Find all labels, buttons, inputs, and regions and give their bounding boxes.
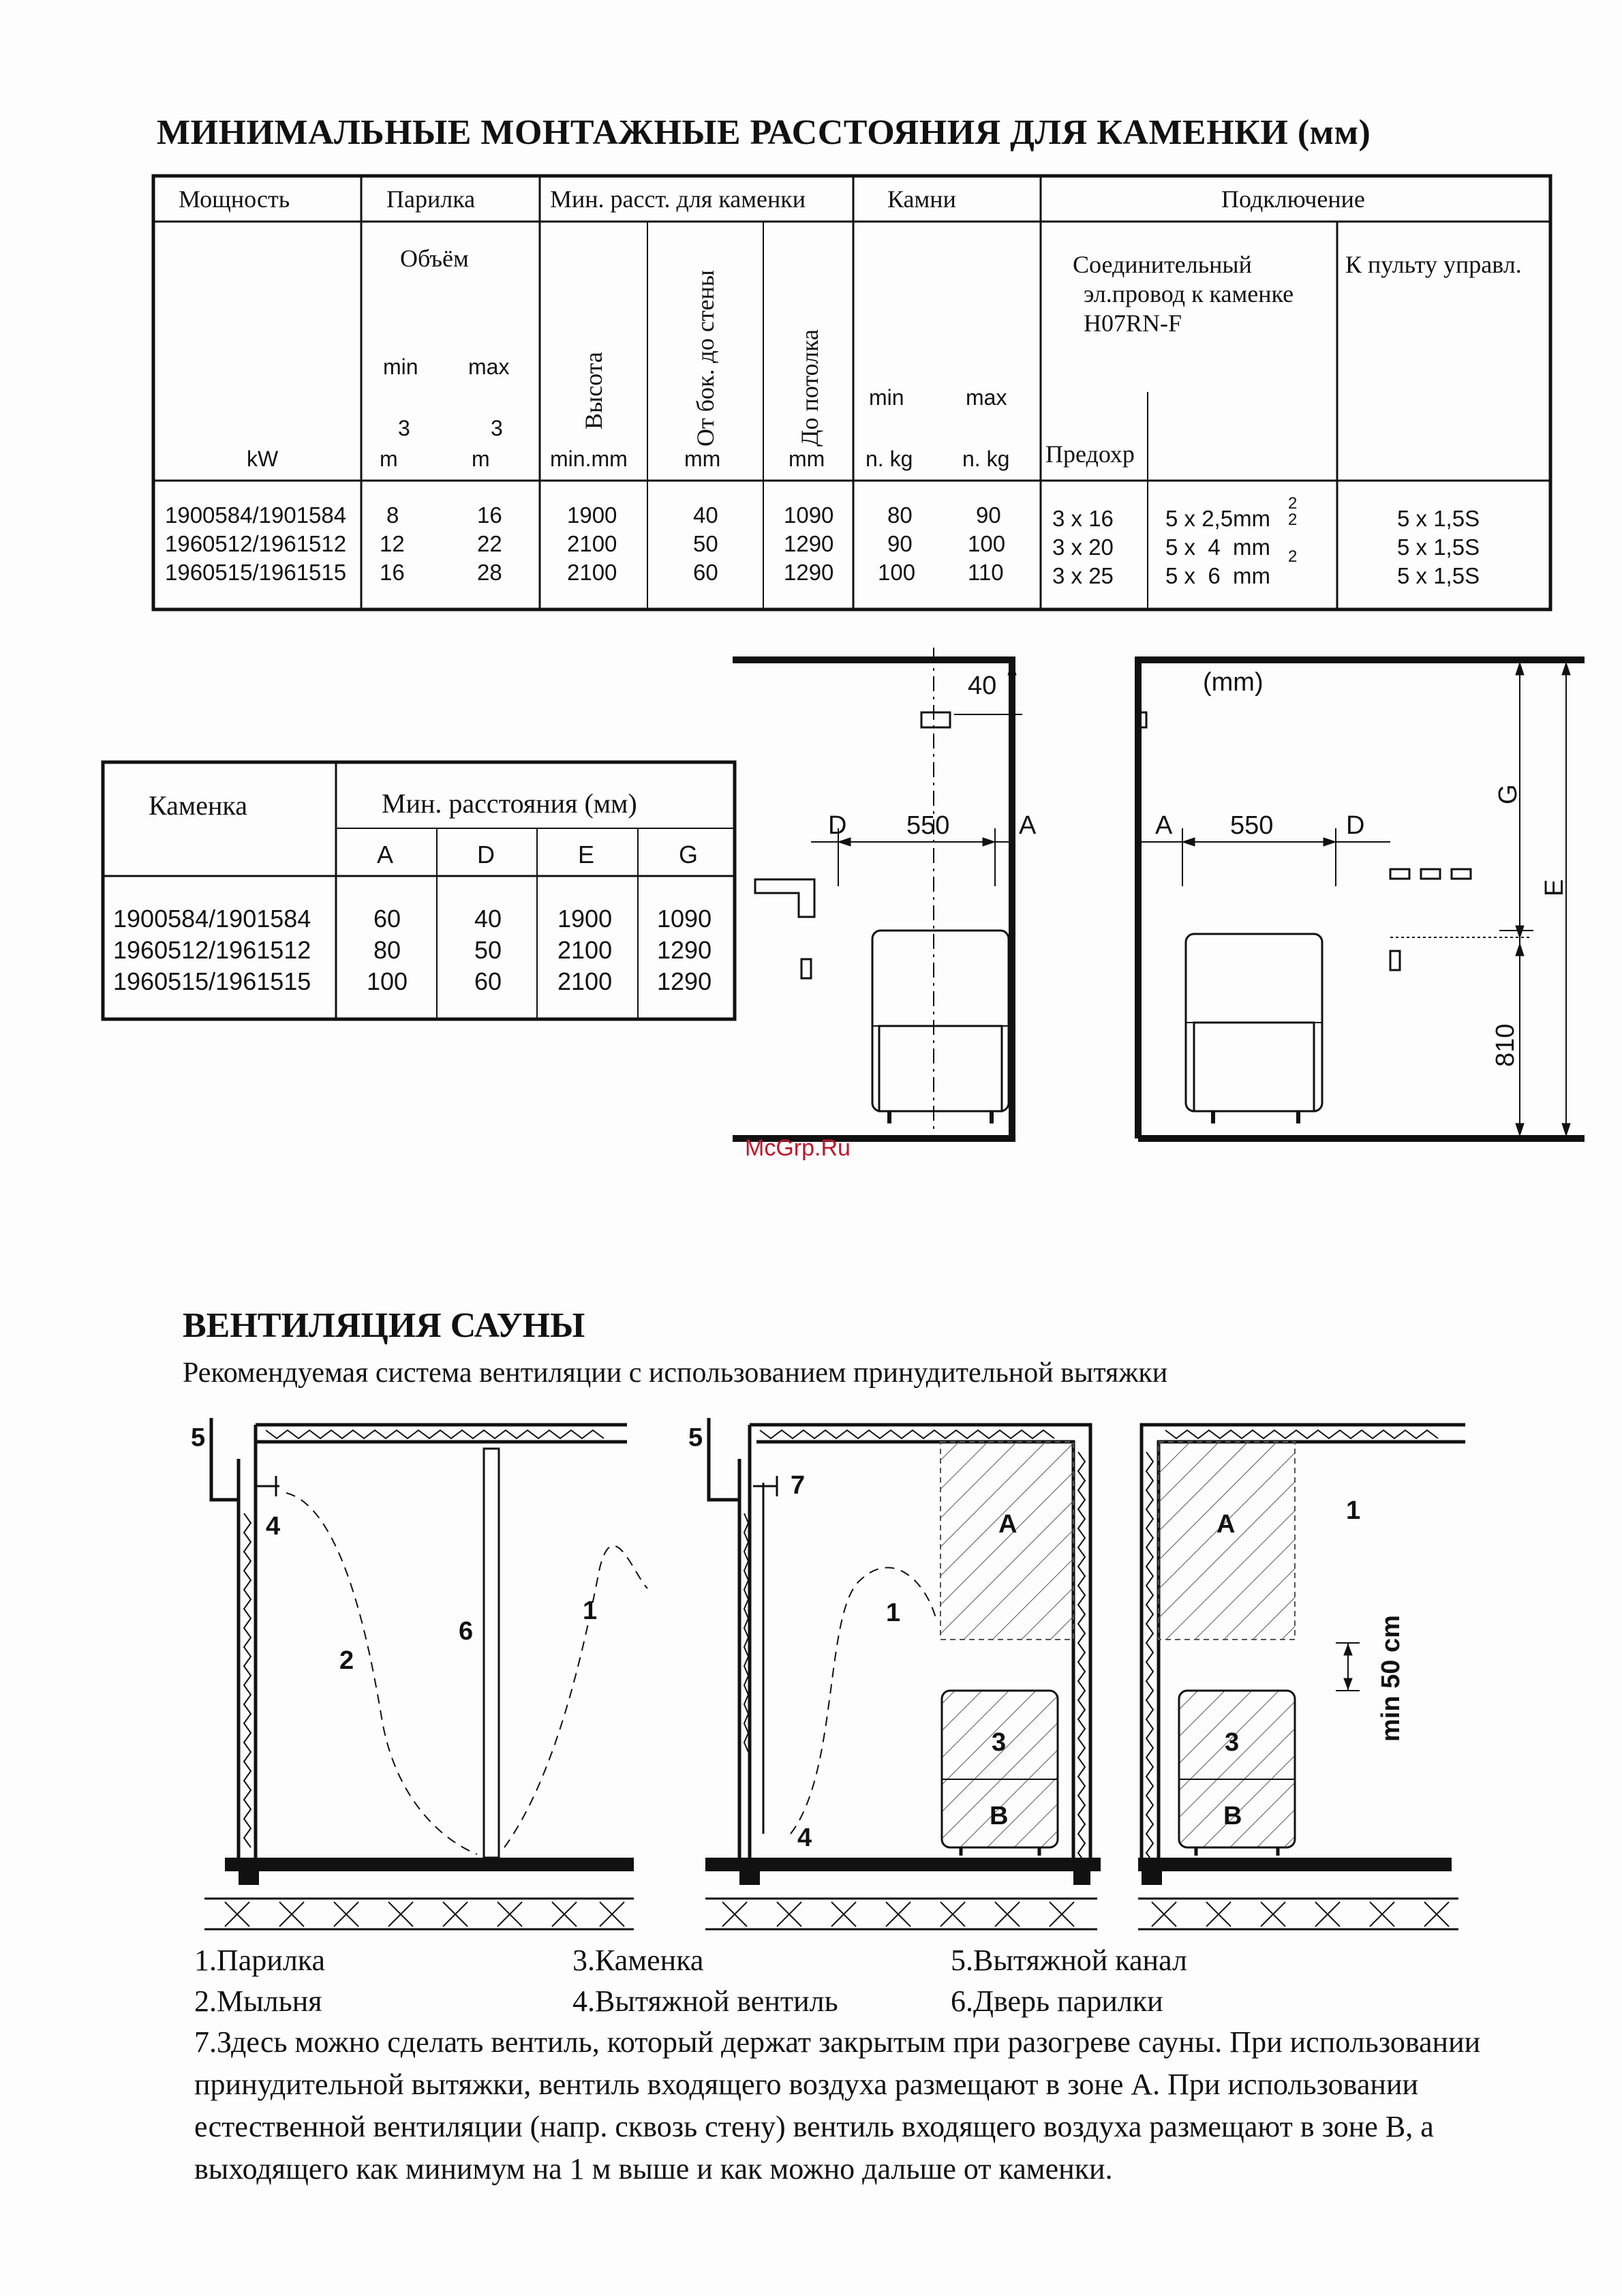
label-7-d2: 7 — [791, 1471, 806, 1500]
zone-a-d2: A — [998, 1510, 1017, 1539]
model-cell: 1960512/1961512 — [165, 531, 347, 556]
units-label: (mm) — [1203, 668, 1264, 697]
header-sup3-max: 3 — [491, 416, 503, 440]
dim-a-right-label: A — [1155, 811, 1173, 840]
header-cable-line2: эл.провод к каменке — [1084, 280, 1294, 307]
legend-item: 1.Парилка — [194, 1944, 326, 1977]
col-e: E — [578, 841, 595, 868]
unit-nkg-max: n. kg — [962, 447, 1010, 471]
page-title: МИНИМАЛЬНЫЕ МОНТАЖНЫЕ РАССТОЯНИЯ ДЛЯ КАМЕНКИ (мм) — [157, 113, 1371, 152]
fuse-cell: 3 x 25 — [1052, 563, 1114, 588]
side-cell: 60 — [693, 560, 718, 585]
legend-item: 2.Мыльня — [194, 1984, 322, 2018]
unit-minmm: min.mm — [550, 447, 628, 471]
legend-item: 4.Вытяжной вентиль — [572, 1984, 838, 2018]
label-1-d1: 1 — [583, 1597, 598, 1625]
table-row: 1900584/1901584 — [113, 905, 311, 933]
panel-cell: 5 x 1,5S — [1397, 534, 1480, 560]
fuse-cell: 3 x 20 — [1052, 534, 1114, 560]
d-cell: 60 — [474, 967, 502, 995]
d-cell: 40 — [474, 905, 502, 933]
ventilation-subtitle: Рекомендуемая система вентиляции с использованием принудительной вытяжки — [183, 1357, 1168, 1389]
header-volume: Объём — [400, 245, 469, 272]
e-cell: 2100 — [557, 967, 613, 995]
zone-b-d3: B — [1223, 1802, 1242, 1830]
d-cell: 50 — [474, 936, 502, 964]
dim-g-label: G — [1494, 784, 1522, 804]
header-sup3-min: 3 — [398, 416, 410, 440]
ventilation-title: ВЕНТИЛЯЦИЯ САУНЫ — [183, 1306, 585, 1345]
header-power: Мощность — [179, 185, 290, 213]
stones-min-cell: 80 — [887, 502, 913, 528]
panel-cell: 5 x 1,5S — [1397, 506, 1480, 531]
header-cable-line1: Соединительный — [1073, 251, 1252, 278]
heater-header: Каменка — [149, 790, 247, 821]
header-vol-min: min — [383, 354, 418, 379]
vol-max-cell: 28 — [477, 560, 502, 585]
header-stones-max: max — [966, 385, 1007, 410]
side-cell: 40 — [693, 502, 718, 528]
g-cell: 1290 — [657, 936, 712, 964]
stones-max-cell: 100 — [968, 531, 1006, 556]
label-1-d3: 1 — [1346, 1496, 1361, 1525]
dim-a-left-label: A — [1019, 811, 1037, 840]
dim-550-left-label: 550 — [906, 811, 950, 840]
header-to-ceiling: До потолка — [796, 329, 823, 447]
header-from-side-wall: От бок. до стены — [692, 270, 719, 447]
stones-max-cell: 110 — [968, 560, 1004, 585]
cable-cell: 5 x 6 mm — [1165, 563, 1271, 588]
dim-e-label: E — [1540, 879, 1569, 896]
header-min-dist: Мин. расст. для каменки — [550, 185, 806, 213]
side-cell: 50 — [693, 531, 718, 556]
dim-40-label: 40 — [968, 671, 997, 700]
header-stones-min: min — [869, 385, 904, 410]
header-sauna: Парилка — [386, 185, 476, 213]
vol-min-cell: 16 — [380, 560, 405, 585]
panel-cell: 5 x 1,5S — [1397, 563, 1480, 588]
label-4-d2: 4 — [797, 1824, 812, 1852]
vol-max-cell: 16 — [477, 502, 502, 528]
zone-a-d3: A — [1216, 1510, 1236, 1539]
vol-max-cell: 22 — [477, 531, 502, 556]
dim-810-label: 810 — [1491, 1023, 1520, 1067]
ceiling-cell: 1090 — [784, 502, 834, 528]
label-6-d1: 6 — [459, 1617, 474, 1646]
label-2-d1: 2 — [339, 1646, 354, 1675]
legend-item: 5.Вытяжной канал — [951, 1944, 1187, 1977]
unit-kw: kW — [247, 447, 279, 471]
col-a: A — [377, 841, 394, 868]
unit-m-min: m — [380, 447, 398, 471]
unit-mm-side: mm — [684, 447, 721, 471]
label-5-d2: 5 — [688, 1423, 703, 1452]
cable-cell: 5 x 2,5mm — [1165, 506, 1271, 531]
ceiling-cell: 1290 — [784, 531, 834, 556]
vol-min-cell: 8 — [386, 502, 399, 528]
a-cell: 60 — [373, 905, 401, 933]
header-cable-line3: H07RN-F — [1084, 309, 1182, 337]
cable-superscript: 2 — [1288, 511, 1298, 529]
ceiling-cell: 1290 — [784, 560, 834, 585]
dim-550-right-label: 550 — [1230, 811, 1274, 840]
table-row: 1960515/1961515 — [113, 967, 311, 995]
cable-cell: 5 x 4 mm — [1165, 534, 1271, 560]
dim-d-left-label: D — [828, 811, 847, 840]
header-to-panel: К пульту управл. — [1345, 251, 1522, 278]
legend-item: 6.Дверь парилки — [951, 1984, 1163, 2018]
unit-m-max: m — [472, 447, 490, 471]
e-cell: 1900 — [557, 905, 613, 933]
cable-superscript: 2 — [1288, 494, 1298, 513]
table-row: 1960512/1961512 — [113, 936, 311, 964]
model-cell: 1900584/1901584 — [165, 502, 347, 528]
dim-d-right-label: D — [1346, 811, 1365, 840]
g-cell: 1290 — [657, 967, 712, 995]
header-vol-max: max — [468, 354, 510, 379]
min-dist-header: Мин. расстояния (мм) — [382, 788, 637, 819]
height-cell: 2100 — [567, 531, 617, 556]
unit-nkg-min: n. kg — [866, 447, 913, 471]
label-4-d1: 4 — [266, 1512, 281, 1541]
a-cell: 100 — [367, 967, 408, 995]
header-connection: Подключение — [1221, 185, 1365, 213]
stones-min-cell: 100 — [878, 560, 916, 585]
watermark: McGrp.Ru — [745, 1135, 851, 1161]
header-height: Высота — [580, 352, 607, 429]
cable-superscript: 2 — [1288, 547, 1298, 566]
fuse-cell: 3 x 16 — [1052, 506, 1114, 531]
ventilation-note: 7.Здесь можно сделать вентиль, который держат закрытым при разогреве сауны. При использовании принудительной вытяжки, вентиль входящего воздуха размещают в зоне А. При использовании естественной вентиляции (напр. сквозь стену) вентиль входящего воздуха размещают в зоне В, а выходящего как минимум на 1 м выше и как можно дальше от каменки. — [194, 2025, 1481, 2186]
unit-mm-ceiling: mm — [789, 447, 825, 471]
model-cell: 1960515/1961515 — [165, 560, 347, 585]
header-stones: Камни — [887, 185, 956, 213]
height-cell: 2100 — [567, 560, 617, 585]
min50-label: min 50 cm — [1377, 1615, 1405, 1742]
label-5-d1: 5 — [191, 1423, 206, 1452]
header-fuse: Предохр — [1045, 440, 1135, 468]
label-3-d3: 3 — [1225, 1728, 1240, 1757]
stones-min-cell: 90 — [887, 531, 913, 556]
e-cell: 2100 — [557, 936, 613, 964]
g-cell: 1090 — [657, 905, 712, 933]
label-1-d2: 1 — [886, 1599, 901, 1627]
a-cell: 80 — [373, 936, 401, 964]
label-3-d2: 3 — [992, 1728, 1007, 1757]
col-d: D — [477, 841, 495, 868]
col-g: G — [679, 841, 699, 868]
stones-max-cell: 90 — [976, 502, 1001, 528]
height-cell: 1900 — [567, 502, 617, 528]
vol-min-cell: 12 — [380, 531, 405, 556]
zone-b-d2: B — [990, 1802, 1009, 1830]
legend-item: 3.Каменка — [572, 1944, 704, 1977]
